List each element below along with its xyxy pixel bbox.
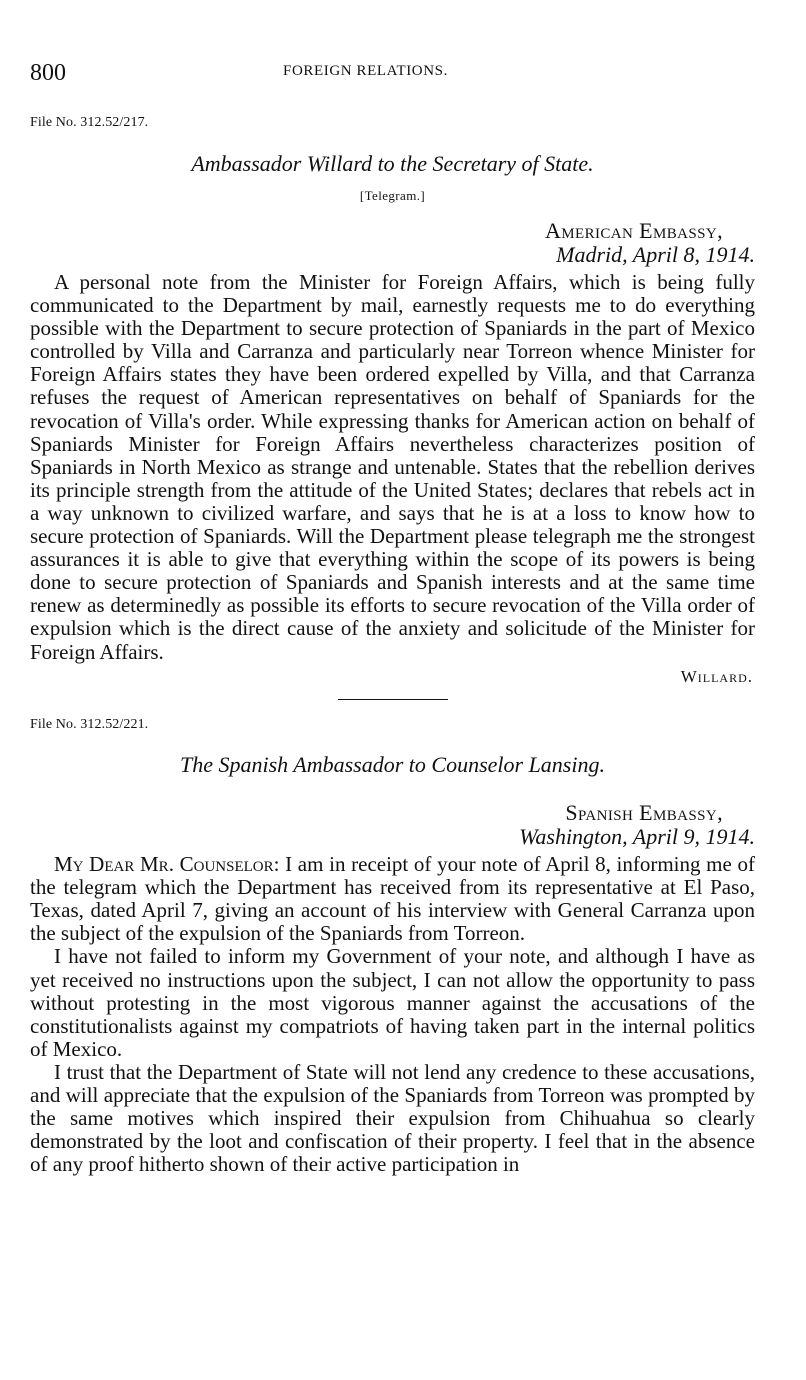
dateline: Washington, April 9, 1914. [519, 824, 755, 850]
page-number: 800 [30, 60, 66, 86]
file-number: File No. 312.52/221. [30, 717, 149, 733]
embassy-heading: American Embassy, [545, 218, 723, 243]
page-header [30, 58, 755, 88]
body-paragraph: I trust that the Department of State will not lend any credence to these accusations, and will appreciate that the expulsion of the Spaniards from Torreon was prompted by the same motives which inspired their expulsion from Chihuahua so clearly demonstrated by the loot and confiscation of their property. I feel that in the absence of any proof hitherto shown of their active participation in [30, 1059, 755, 1177]
section-divider [338, 699, 448, 701]
dateline: Madrid, April 8, 1914. [556, 242, 755, 267]
file-number: File No. 312.52/217. [30, 115, 149, 130]
running-head: FOREIGN RELATIONS. [283, 63, 448, 79]
document-page [30, 58, 755, 1176]
salutation: My Dear Mr. Counselor: [54, 852, 280, 877]
embassy-heading: Spanish Embassy, [565, 800, 723, 826]
document-title: The Spanish Ambassador to Counselor Lansing. [180, 752, 605, 778]
body-paragraph: I have not failed to inform my Government of your note, and although I have as yet received no instructions upon the subject, I can not allow the opportunity to pass without protesting in the most vigorous manner against the accusations of the constitutionalists against my compatriots of having taken part in the internal politics of Mexico. [30, 944, 755, 1061]
document-title: Ambassador Willard to the Secretary of State. [191, 151, 594, 176]
signature: Willard. [680, 666, 753, 686]
paragraph-text: I am in receipt of your note of April 8, informing me of the telegram which the Department has received from its representative at El Paso, Texas, dated April 7, giving an account of his interview with General Carranza upon the subject of the expulsion of the Spaniards from Torreon. [30, 852, 755, 946]
body-paragraph: A personal note from the Minister for Foreign Affairs, which is being fully communicated to the Department by mail, earnestly requests me to do everything possible with the Department to secure protection of Spaniards in the part of Mexico controlled by Villa and Carranza and particularly near Torreon whence Minister for Foreign Affairs states they have been ordered expelled by Villa, and that Carranza refuses the request of American representatives on behalf of Spaniards for the revocation of Villa's order. While expressing thanks for American action on behalf of Spaniards Minister for Foreign Affairs nevertheless characterizes position of Spaniards in North Mexico as strange and untenable. States that the rebellion derives its principle strength from the attitude of the United States; declares that rebels act in a way unknown to civilized warfare, and says that he is at a loss to know how to secure protection of Spaniards. Will the Department please telegraph me the strongest assurances it is able to give that everything within the scope of its powers is being done to secure protection of Spaniards and Spanish interests and at the same time renew as determinedly as possible its efforts to secure revocation of the Villa order of expulsion which is the direct cause of the anxiety and solicitude of the Minister for Foreign Affairs. [30, 270, 755, 664]
body-paragraph [30, 853, 755, 945]
telegram-note: [Telegram.] [359, 188, 426, 203]
